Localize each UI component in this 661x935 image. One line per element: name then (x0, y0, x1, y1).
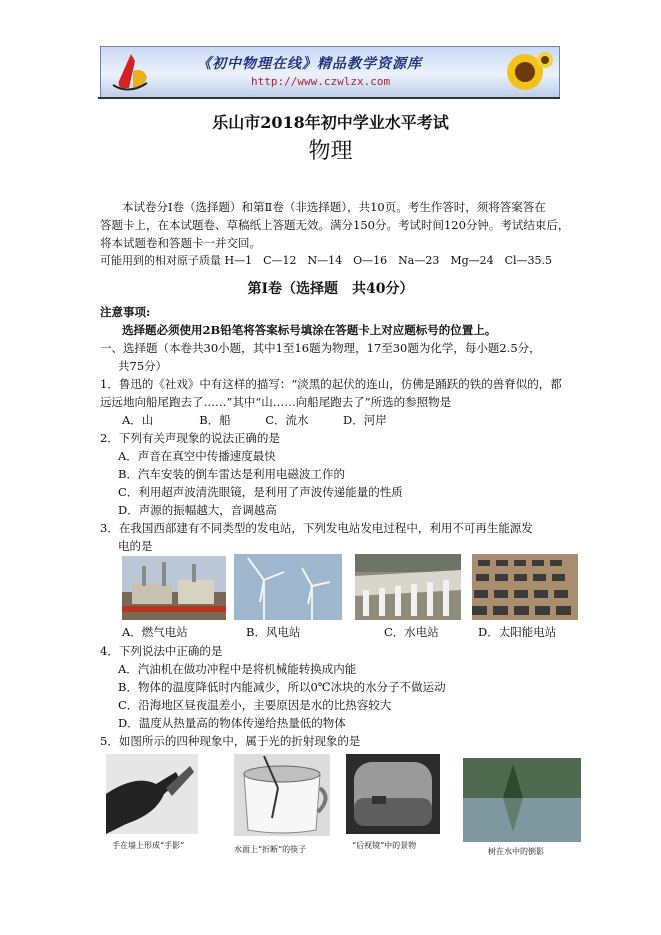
q3-option-a: A．燃气电站 (122, 625, 188, 639)
q2-option-c: C．利用超声波清洗眼镜，是利用了声波传递能量的性质 (118, 485, 403, 499)
q1-stem-line-2: 远远地向船尾跑去了……”其中“山……向船尾跑去了”所选的参照物是 (100, 395, 452, 409)
solar-power-station-photo (472, 554, 578, 620)
q5-caption-a: 手在墙上形成“手影” (112, 841, 185, 850)
q3-stem-line-2: 电的是 (118, 539, 153, 553)
sunflower-icon (497, 50, 553, 94)
part-heading-line-2: 共75分） (118, 359, 168, 373)
banner-title: 《初中物理在线》精品教学资源库 (197, 56, 422, 72)
notice-label: 注意事项: (100, 305, 151, 319)
chopsticks-in-water-photo (234, 754, 330, 836)
exam-title: 乐山市2018年初中学业水平考试 (212, 113, 449, 132)
atomic-mass-line: 可能用到的相对原子质量 H—1 C—12 N—14 O—16 Na—23 Mg—24 Cl—35.5 (100, 254, 553, 267)
q5-stem: 5．如图所示的四种现象中，属于光的折射现象的是 (100, 734, 361, 748)
q4-stem: 4．下列说法中正确的是 (100, 644, 223, 658)
q2-option-a: A．声音在真空中传播速度最快 (118, 449, 276, 463)
q2-option-b: B．汽车安装的倒车雷达是利用电磁波工作的 (118, 467, 345, 481)
hydro-power-station-photo (355, 554, 461, 620)
q5-caption-d: 树在水中的倒影 (488, 847, 544, 856)
q3-stem-line-1: 3．在我国西部建有不同类型的发电站，下列发电站发电过程中，利用不可再生能源发 (100, 521, 533, 535)
tree-reflection-photo (463, 758, 581, 842)
q4-option-d: D．温度从热量高的物体传递给热量低的物体 (118, 716, 346, 730)
q3-option-b: B．风电站 (246, 625, 301, 639)
header-rule (98, 97, 560, 99)
banner-url: http://www.czwlzx.com (251, 75, 391, 88)
part-heading-line-1: 一、选择题（本卷共30小题，其中1至16题为物理，17至30题为化学，每小题2.5分， (100, 341, 541, 355)
hand-shadow-photo (106, 754, 198, 834)
q5-caption-b: 水面上“折断”的筷子 (234, 845, 307, 854)
section-title: 第Ⅰ卷（选择题 共40分） (247, 281, 414, 297)
q3-option-c: C．水电站 (384, 625, 439, 639)
gas-power-station-photo (122, 556, 226, 620)
intro-line-2: 答题卡上，在本试题卷、草稿纸上答题无效。满分150分。考试时间120分钟。考试结束后， (100, 218, 570, 232)
q4-option-a: A．汽油机在做功冲程中是将机械能转换成内能 (118, 662, 357, 676)
q3-option-d: D．太阳能电站 (478, 625, 557, 639)
q2-stem: 2．下列有关声现象的说法正确的是 (100, 431, 280, 445)
site-logo-icon (109, 51, 151, 93)
q4-option-b: B．物体的温度降低时内能减少，所以0℃冰块的水分子不做运动 (118, 680, 446, 694)
subject-title: 物理 (308, 139, 353, 164)
q1-options: A．山 B．船 C．流水 D．河岸 (122, 413, 387, 427)
q1-stem-line-1: 1．鲁迅的《社戏》中有这样的描写：“淡黑的起伏的连山，仿佛是踊跃的铁的兽脊似的，都 (100, 377, 562, 391)
rearview-mirror-photo (346, 754, 440, 834)
wind-power-station-photo (234, 554, 342, 620)
intro-line-1: 本试卷分Ⅰ卷（选择题）和第Ⅱ卷（非选择题），共10页。考生作答时，须将答案答在 (122, 200, 546, 214)
q4-option-c: C．沿海地区昼夜温差小，主要原因是水的比热容较大 (118, 698, 392, 712)
intro-line-3: 将本试题卷和答题卡一并交回。 (100, 236, 261, 250)
q2-option-d: D．声源的振幅越大，音调越高 (118, 503, 277, 517)
header-banner (100, 46, 560, 98)
q5-caption-c: “后视镜”中的景物 (352, 841, 417, 850)
notice-text: 选择题必须使用2B铅笔将答案标号填涂在答题卡上对应题标号的位置上。 (122, 323, 497, 337)
